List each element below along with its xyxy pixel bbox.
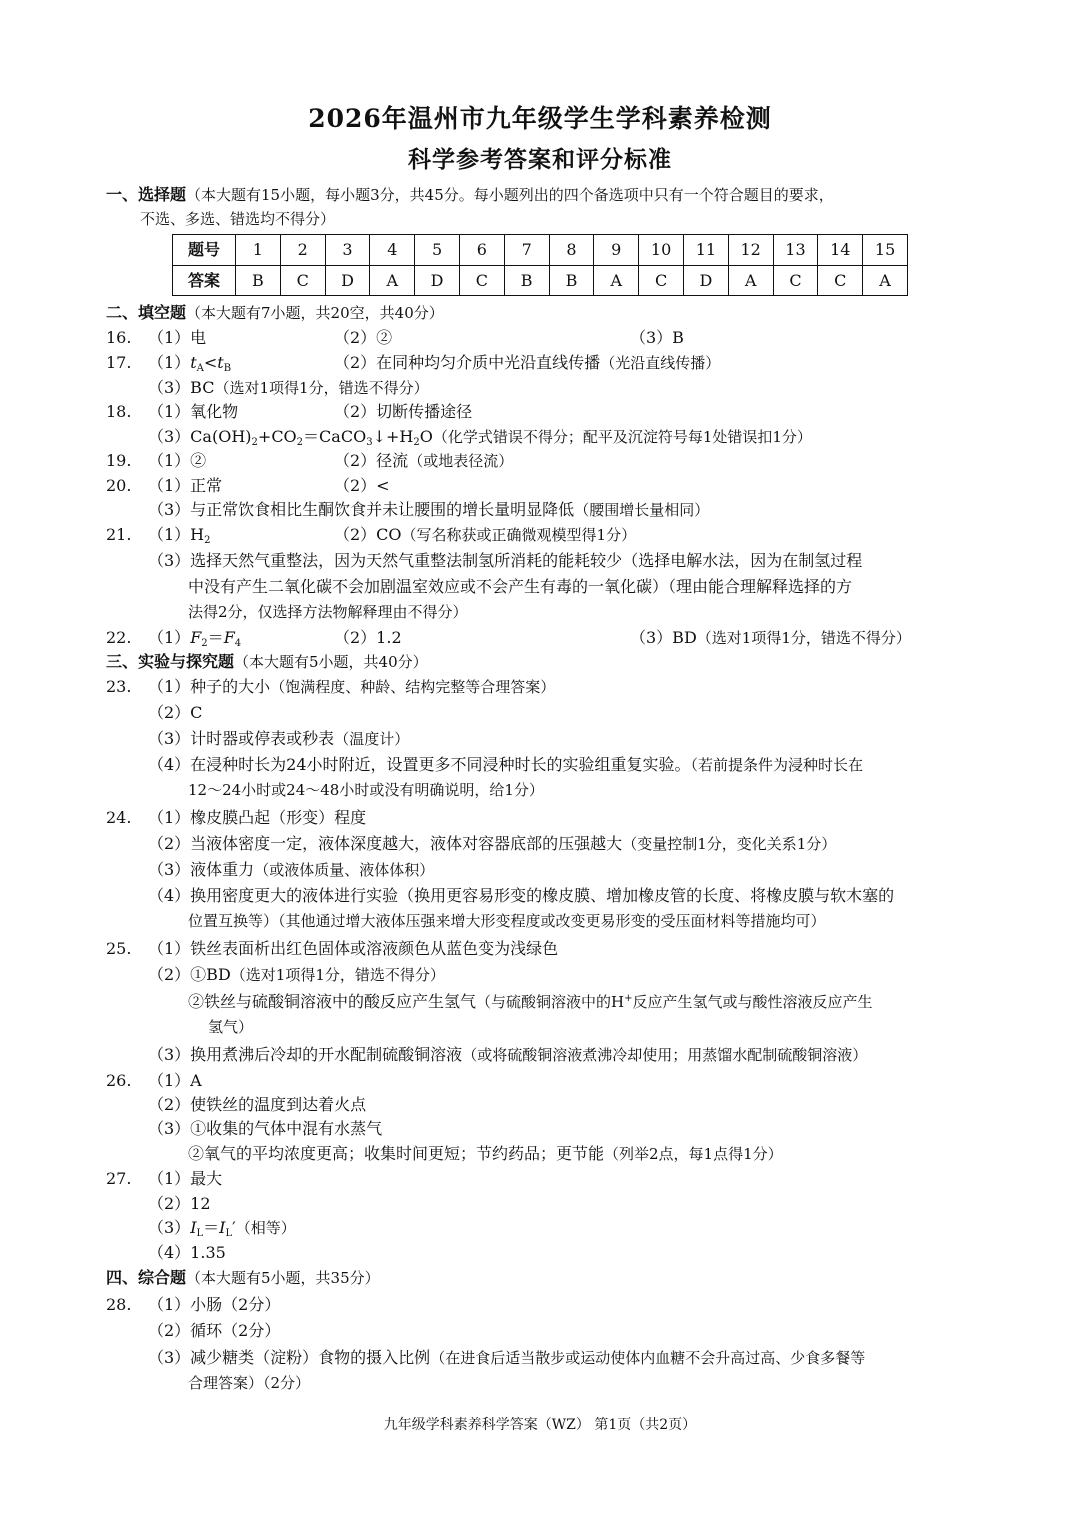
table-cell: B (549, 265, 594, 296)
table-cell: C (459, 265, 504, 296)
answer-text (148, 380, 429, 396)
answer-main: （4）在浸种时长为24小时附近，设置更多不同浸种时长的实验组重复实验。 (148, 755, 691, 774)
answer-prefix: （1） (148, 353, 191, 372)
answer-text: （4）1.35 (148, 1243, 226, 1262)
subscript: 2 (201, 638, 208, 649)
section2-note: （本大题有7小题，共20空，共40分） (186, 304, 444, 322)
section1-heading-line (106, 187, 834, 203)
answer-text: （2）1.2 (334, 628, 402, 647)
eq-part: O (419, 427, 433, 446)
answer-text: （1）最大 (148, 1169, 223, 1188)
answer-text: （3）①收集的气体中混有水蒸气 (148, 1119, 383, 1138)
answer-text: （1）小肠（2分） (148, 1295, 281, 1314)
table-cell: 11 (683, 235, 728, 266)
question-number: 16. (106, 328, 132, 347)
answer-main: （3）BD (630, 628, 697, 647)
answer-main: （3）计时器或停表或秒表 (148, 729, 335, 748)
answer-text: （2）② (334, 328, 393, 347)
answer-equation (148, 427, 812, 448)
table-cell: A (728, 265, 773, 296)
question-number: 19. (106, 451, 132, 470)
answer-note: 法得2分，仅选择方法物解释理由不得分） (188, 603, 468, 621)
answer-main: （3）与正常饮食相比生酮饮食并未让腰围的增长量明显降低 (148, 500, 575, 519)
answer-note: （腰围增长量相同） (574, 501, 710, 519)
answer-note: （饱满程度、种龄、结构完整等合理答案） (270, 678, 556, 696)
answer-note: （列举2点，每1点得1分） (604, 1145, 783, 1163)
eq-part: +CO (257, 427, 297, 446)
answer-note: （在进食后适当散步或运动使体内血糖不会升高过高、少食多餐等 (430, 1349, 866, 1367)
answer-text: （1）电 (148, 328, 207, 347)
answer-main: （3）换用煮沸后冷却的开水配制硫酸铜溶液 (148, 1045, 463, 1064)
answer-text (148, 836, 836, 852)
question-number: 20. (106, 476, 132, 495)
answer-note: 氢气） (208, 1018, 254, 1036)
operator: ＝ (203, 1218, 220, 1237)
answer-note: （选择电解水法，因为在制氢过程 (622, 551, 863, 570)
question-number: 18. (106, 402, 132, 421)
table-cell: B (236, 265, 281, 296)
table-cell: 12 (728, 235, 773, 266)
answer-text: （2）循环（2分） (148, 1321, 281, 1340)
table-cell: A (863, 265, 908, 296)
section1-heading: 一、选择题 (106, 185, 187, 204)
answer-text (148, 679, 555, 695)
section4-note: （本大题有5小题，共35分） (186, 1269, 380, 1287)
prime-mark: ′ (232, 1218, 236, 1237)
answer-text (148, 502, 709, 518)
section4-heading-line (106, 1270, 380, 1286)
answer-note: 12～24小时或24～48小时或没有明确说明，给1分） (188, 781, 544, 799)
question-number: 25. (106, 939, 132, 958)
section3-heading-line (106, 654, 428, 670)
answer-text: （2）使铁丝的温度到达着火点 (148, 1095, 367, 1114)
subscript: L (225, 1228, 233, 1239)
answer-text: （1）正常 (148, 476, 223, 495)
answer-text (148, 353, 232, 374)
table-cell: 15 (863, 235, 908, 266)
subscript: 4 (234, 638, 242, 649)
answer-note: （若前提条件为浸种时长在 (690, 756, 864, 774)
answer-text (148, 525, 211, 546)
table-cell: D (415, 265, 460, 296)
question-number: 24. (106, 808, 132, 827)
question-number: 28. (106, 1295, 132, 1314)
table-cell: C (818, 265, 863, 296)
answer-text: （4）换用密度更大的液体进行实验（换用更容易形变的橡皮膜、增加橡皮管的长度、将橡皮膜与软木塞的 (148, 886, 895, 905)
answer-main: （1）H (148, 525, 205, 544)
symbol-t: t (190, 353, 197, 372)
operator: < (203, 353, 218, 372)
answer-main: ②氧气的平均浓度更高；收集时间更短；节约药品；更节能 (188, 1144, 605, 1163)
row-label-answer: 答案 (173, 265, 236, 296)
subscript: 3 (366, 437, 373, 448)
answer-text (188, 994, 873, 1010)
answer-note: （或液体质量、液体体积） (254, 861, 435, 879)
table-cell: D (325, 265, 370, 296)
symbol-i: I (219, 1218, 226, 1237)
answer-text (334, 453, 513, 469)
section3-note: （本大题有5小题，共40分） (234, 653, 428, 671)
answer-note: （与硫酸铜溶液中的H (476, 993, 625, 1011)
answer-note: （温度计） (334, 730, 410, 748)
answer-prefix: （3） (148, 1218, 191, 1237)
answer-note: （选对1项得1分，错选不得分） (214, 379, 429, 397)
table-cell: A (370, 265, 415, 296)
table-cell: 8 (549, 235, 594, 266)
page-title: 2026年温州市九年级学生学科素养检测 (308, 104, 772, 133)
question-number: 17. (106, 353, 132, 372)
answer-text (334, 355, 720, 371)
table-cell: 13 (773, 235, 818, 266)
section2-heading: 二、填空题 (106, 303, 187, 322)
question-number: 22. (106, 628, 132, 647)
answer-note: （选对1项得1分，错选不得分） (230, 966, 445, 984)
answer-main: （2）CO (334, 525, 402, 544)
answer-text (148, 1218, 296, 1239)
answer-text (148, 1047, 867, 1063)
symbol-f: F (223, 628, 235, 647)
answer-text (148, 862, 434, 878)
question-number: 26. (106, 1071, 132, 1090)
eq-part: ＝CaCO (303, 427, 367, 446)
answer-note: （化学式错误不得分；配平及沉淀符号每1处错误扣1分） (432, 428, 812, 446)
table-cell: C (773, 265, 818, 296)
superscript: + (624, 993, 633, 1004)
page-footer: 九年级学科素养科学答案（WZ） 第1页（共2页） (383, 1417, 697, 1433)
answer-text: （1）② (148, 451, 207, 470)
answer-note: 合理答案）（2分） (188, 1374, 311, 1392)
answer-note: （或将硫酸铜溶液煮沸冷却使用；用蒸馏水配制硫酸铜溶液） (462, 1046, 868, 1064)
table-cell: 6 (459, 235, 504, 266)
answer-note: 位置互换等）（其他通过增大液体压强来增大形变程度或改变更易形变的受压面材料等措施均可） (188, 912, 826, 930)
subscript: 2 (413, 437, 420, 448)
answer-main: （1）种子的大小 (148, 677, 271, 696)
answer-main: （2）当液体密度一定，液体深度越大，液体对容器底部的压强越大 (148, 834, 623, 853)
subscript: L (196, 1228, 204, 1239)
answer-main: （2）在同种均匀介质中光沿直线传播 (334, 353, 601, 372)
subscript: 2 (296, 437, 304, 448)
section1-note-line2: 不选、多选、错选均不得分） (140, 210, 336, 228)
answer-main: （2）径流 (334, 451, 409, 470)
answer-text: （2）C (148, 703, 203, 722)
section2-heading-line (106, 305, 444, 321)
answer-note: （写名称获或正确微观模型得1分） (401, 526, 637, 544)
row-label-number: 题号 (173, 235, 236, 266)
answer-text (148, 553, 862, 569)
answer-note: （变量控制1分，变化关系1分） (622, 835, 837, 853)
subscript: A (196, 363, 204, 374)
answer-note: （光沿直线传播） (600, 354, 721, 372)
answer-text (148, 731, 409, 747)
table-cell: 1 (236, 235, 281, 266)
answer-note: （或地表径流） (408, 452, 514, 470)
answer-main: （2）①BD (148, 965, 231, 984)
page-subtitle: 科学参考答案和评分标准 (408, 146, 672, 173)
answer-prefix: （1） (148, 628, 191, 647)
table-cell: 2 (280, 235, 325, 266)
answer-text: （1）橡皮膜凸起（形变）程度 (148, 808, 367, 827)
answer-text: 中没有产生二氧化碳不会加剧温室效应或不会产生有毒的一氧化碳）（理由能合理解释选择的方 (188, 577, 853, 596)
answer-text: （1）A (148, 1071, 202, 1090)
question-number: 21. (106, 525, 132, 544)
table-cell: B (504, 265, 549, 296)
answer-text: （2）切断传播途径 (334, 402, 473, 421)
table-cell: A (594, 265, 639, 296)
table-row-answers (173, 265, 908, 296)
subscript: B (223, 363, 232, 374)
answer-main: （3）液体重力 (148, 860, 255, 879)
answer-text (630, 630, 911, 646)
operator: ＝ (207, 628, 224, 647)
question-number: 23. (106, 677, 132, 696)
answer-main: （3）选择天然气重整法，因为天然气重整法制氢所消耗的能耗较少 (148, 551, 623, 570)
table-cell: 4 (370, 235, 415, 266)
answer-note: （选对1项得1分，错选不得分） (696, 629, 911, 647)
subscript: 2 (204, 535, 211, 546)
section1-note: （本大题有15小题，每小题3分，共45分。每小题列出的四个备选项中只有一个符合题目的要求， (186, 186, 834, 204)
answer-text: （2）< (334, 476, 390, 495)
table-cell: 7 (504, 235, 549, 266)
answer-main: （3）减少糖类（淀粉）食物的摄入比例 (148, 1348, 431, 1367)
answer-text (148, 757, 863, 773)
section4-heading: 四、综合题 (106, 1268, 187, 1287)
table-cell: 9 (594, 235, 639, 266)
eq-part: （3）Ca(OH) (148, 427, 252, 446)
table-row-numbers (173, 235, 908, 266)
symbol-f: F (190, 628, 202, 647)
answer-text: （1）铁丝表面析出红色固体或溶液颜色从蓝色变为浅绿色 (148, 939, 559, 958)
answer-note: 反应产生氢气或与酸性溶液反应产生 (632, 993, 873, 1011)
table-cell: 3 (325, 235, 370, 266)
question-number: 27. (106, 1169, 132, 1188)
answer-text (148, 628, 242, 649)
answer-note: （相等） (235, 1219, 296, 1237)
answer-text (334, 527, 636, 543)
table-cell: C (639, 265, 684, 296)
answer-text (148, 967, 445, 983)
answer-main: （3）BC (148, 378, 215, 397)
answer-text (188, 1146, 783, 1162)
answer-main: ②铁丝与硫酸铜溶液中的酸反应产生氢气 (188, 992, 477, 1011)
answer-text: （1）氧化物 (148, 402, 239, 421)
table-cell: C (280, 265, 325, 296)
subscript: 2 (251, 437, 258, 448)
answer-table (172, 234, 908, 296)
table-cell: 14 (818, 235, 863, 266)
table-cell: 5 (415, 235, 460, 266)
eq-part: ↓+H (372, 427, 414, 446)
answer-text: （2）12 (148, 1194, 211, 1213)
table-cell: 10 (639, 235, 684, 266)
section3-heading: 三、实验与探究题 (106, 652, 235, 671)
symbol-i: I (190, 1218, 197, 1237)
table-cell: D (683, 265, 728, 296)
answer-text (148, 1350, 865, 1366)
answer-text: （3）B (630, 328, 684, 347)
symbol-t: t (217, 353, 224, 372)
